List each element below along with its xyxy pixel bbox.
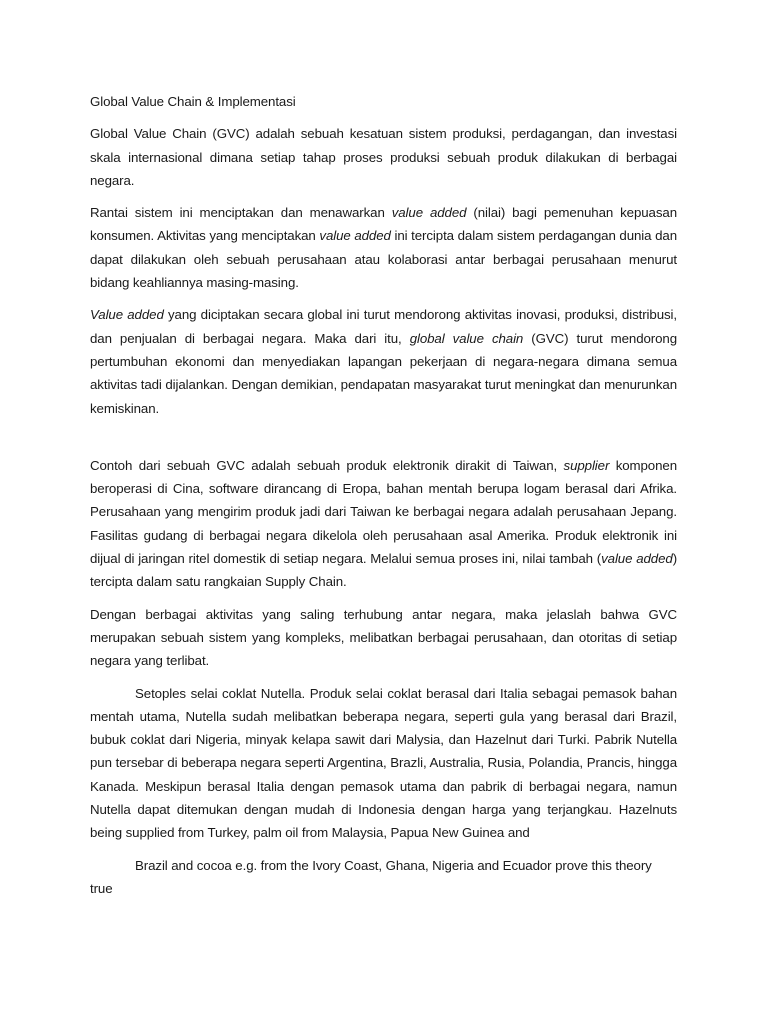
italic-term: value added bbox=[391, 205, 467, 221]
italic-term: value added bbox=[601, 551, 673, 567]
paragraph-value-added bbox=[90, 201, 677, 294]
text-run: Rantai sistem ini menciptakan dan menawarkan bbox=[90, 205, 392, 221]
text-run: (nilai) bagi pemenuhan kepuasan konsumen. Aktivitas yang menciptakan bbox=[90, 205, 677, 244]
document-page bbox=[90, 90, 677, 909]
italic-term: global value chain bbox=[409, 330, 524, 346]
paragraph-nutella-example: Setoples selai coklat Nutella. Produk selai coklat berasal dari Italia sebagai pemasok bahan mentah utama, Nutella sudah melibatkan beberapa negara, seperti gula yang berasal dari Brazil, bubuk coklat dari Nigeria, minyak kelapa sawit dari Malysia, dan Hazelnut dari Turki. Pabrik Nutella pun tersebar di beberapa negara seperti Argentina, Brazli, Australia, Rusia, Polandia, Prancis, hingga Kanada. Meskipun berasal Italia dengan pemasok utama dan pabrik di berbagai negara, namun Nutella dapat ditemukan dengan mudah di Indonesia dengan harga yang terjangkau. Hazelnuts being supplied from Turkey, palm oil from Malaysia, Papua New Guinea and bbox=[90, 685, 677, 841]
paragraph-global-impact bbox=[90, 303, 677, 419]
text-run: ini tercipta dalam sistem perdagangan dunia dan dapat dilakukan oleh sebuah perusahaan atau kolaborasi antar berbagai perusahaan menurut bidang keahliannya masing-masing. bbox=[90, 228, 678, 291]
italic-term: value added bbox=[319, 228, 391, 244]
paragraph-nutella-conclusion: Brazil and cocoa e.g. from the Ivory Coast, Ghana, Nigeria and Ecuador prove this theory true bbox=[90, 857, 652, 896]
text-run: Contoh dari sebuah GVC adalah sebuah produk elektronik dirakit di Taiwan, bbox=[90, 457, 564, 473]
italic-term: Value added bbox=[90, 307, 164, 323]
text-run: (GVC) turut mendorong pertumbuhan ekonomi dan menyediakan lapangan pekerjaan di negara-negara dimana semua aktivitas tadi dijalankan. Dengan demikian, pendapatan masyarakat turut meningkat dan menurunkan kemiskinan. bbox=[90, 330, 677, 416]
italic-term: supplier bbox=[563, 457, 610, 473]
text-run: ) tercipta dalam satu rangkaian Supply Chain. bbox=[90, 551, 678, 590]
paragraph-complex-system: Dengan berbagai aktivitas yang saling terhubung antar negara, maka jelaslah bahwa GVC merupakan sebuah sistem yang kompleks, melibatkan berbagai perusahaan, dan otoritas di setiap negara yang terlibat. bbox=[90, 606, 677, 669]
paragraph-gvc-definition: Global Value Chain (GVC) adalah sebuah kesatuan sistem produksi, perdagangan, dan investasi skala internasional dimana setiap tahap proses produksi sebuah produk dilakukan di berbagai negara. bbox=[90, 126, 677, 188]
text-run: komponen beroperasi di Cina, software dirancang di Eropa, bahan mentah berupa logam berasal dari Afrika. Perusahaan yang mengirim produk jadi dari Taiwan ke berbagai negara adalah perusahaan Jepang. Fasilitas gudang di berbagai negara dikelola oleh perusahaan asal Amerika. Produk elektronik ini dijual di jaringan ritel domestik di setiap negara. Melalui semua proses ini, nilai tambah ( bbox=[90, 457, 677, 567]
text-run: yang diciptakan secara global ini turut mendorong aktivitas inovasi, produksi, distribusi, dan penjualan di berbagai negara. Maka dari itu, bbox=[90, 307, 677, 346]
document-title: Global Value Chain & Implementasi bbox=[90, 94, 296, 109]
paragraph-example-electronics bbox=[90, 454, 677, 594]
